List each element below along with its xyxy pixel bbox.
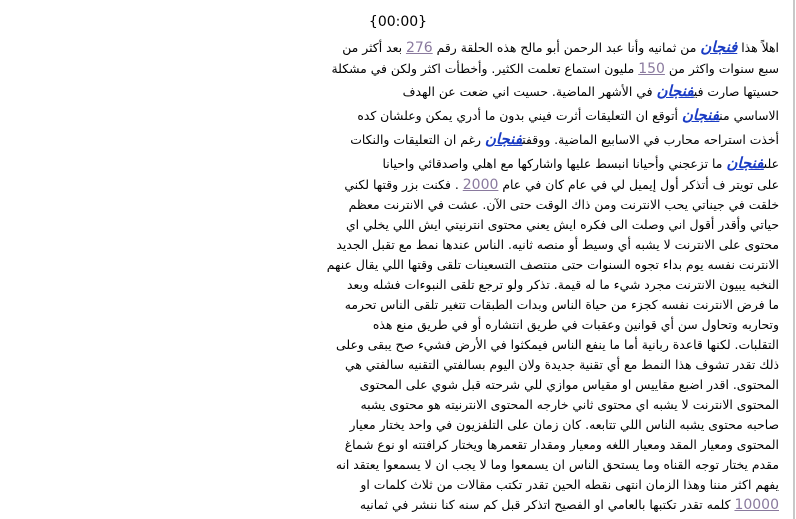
- transcript-line: [258, 495, 779, 515]
- keyword-link: فنجان: [726, 154, 764, 172]
- transcript-line: [258, 59, 779, 79]
- transcript-line: [258, 455, 779, 475]
- line-text: المحتوى ومعيار المقد ومعيار اللغه ومعيار ومقدار تقعمرها ويختار كرافتته او نوع شماغ: [344, 437, 779, 452]
- line-text: بعد أكثر من: [342, 40, 406, 55]
- keyword-link: فنجان: [484, 130, 523, 148]
- transcript-body: [258, 35, 779, 515]
- transcript-line: [258, 235, 779, 255]
- line-text: الانترنت نفسه يوم بداء تجوه السنوات حتى منتصف التسعينات تلقى وقتها اللي يقال عنهم: [326, 257, 779, 272]
- timestamp: {00:00}: [368, 14, 428, 30]
- line-text: حياتي وأقدر أقول اني وصلت الى فكره ايش يعني محتوى انترنيتي ايش اللي يخلي اي: [345, 217, 779, 232]
- transcript-line: [258, 275, 779, 295]
- line-text: المحتوى. اقدر اضبع مقاييس او مقياس موازي للي شرحته قبل شوي على المحتوى: [359, 377, 779, 392]
- transcript-line: [258, 175, 779, 195]
- transcript-line: [258, 335, 779, 355]
- line-text: ذلك تقدر تشوف هذا النمط مع أي تقنية جديدة ولان اليوم بسالفتي التقنيه سالفتي هي: [344, 357, 779, 372]
- transcript-line: [258, 127, 779, 151]
- line-text: حسيتها صارت في: [693, 84, 779, 99]
- transcript-line: [258, 315, 779, 335]
- transcript-line: [258, 355, 779, 375]
- transcript-line: [258, 215, 779, 235]
- line-text: وتحاربه وتحاول سن أي قوانين وعقبات في طريق انتشاره أو في طريق منع هذه: [372, 317, 779, 332]
- line-text: ما فرض الانترنت نفسه كجزء من حياة الناس وبدات الطبقات تتغير تلقى الناس تحرمه: [344, 297, 779, 312]
- line-text: على تويتر ف أتذكر أول إيميل لي في عام كان في عام: [498, 177, 779, 192]
- line-text: رغم ان التعليقات والنكات: [350, 132, 485, 147]
- transcript-line: [258, 435, 779, 455]
- line-text: على: [763, 156, 779, 171]
- line-text: أخذت استراحه محارب في الاسابيع الماضية. ووقفت: [522, 132, 779, 147]
- line-text: كلمه تقدر تكتبها بالعامي او الفصيح اتذكر قبل كم سنه كنا ننشر في ثمانيه: [359, 497, 735, 512]
- line-text: التقلبات. لكنها قاعدة ربانية أما ما ينفع الناس فيمكثوا في الأرض فشيء صح يبقى وعلى: [336, 337, 779, 352]
- transcript-line: [258, 255, 779, 275]
- line-text: محتوى على الانترنت لا يشبه أي وسيط أو منصه ثانيه. الناس عندها نمط مع تقبل الجديد: [336, 237, 779, 252]
- keyword-link: فنجان: [656, 82, 694, 100]
- page-edge-divider: [793, 0, 795, 519]
- line-text: أتوقع ان التعليقات أثرت فيني بدون ما أدري يمكن وعلشان كده: [357, 108, 682, 123]
- line-text: مقدم يختار توجه القناه وما يستحق الناس ان يسمعوا وما لا يجب ان لا يسمعوا يعتقد انه: [335, 457, 779, 472]
- line-text: سبع سنوات واكثر من: [664, 61, 779, 76]
- line-text: مليون استماع تعلمت الكثير. وأخطأت اكثر ولكن في مشكلة: [331, 61, 639, 76]
- number-clients: 10000: [734, 497, 779, 513]
- line-text: صاحبه محتوى يشبه الناس اللي تتابعه. كان زمان على التلفزيون في واحد يختار معيار: [349, 417, 779, 432]
- transcript-line: [258, 375, 779, 395]
- keyword-link: فنجان: [681, 106, 720, 124]
- line-text: المحتوى الانترنت لا يشبه اي محتوى ثاني خارجه المحتوى الانترنيته هو محتوى يشبه: [360, 397, 779, 412]
- number-year: 2000: [462, 177, 499, 193]
- transcript-line: [258, 79, 779, 103]
- transcript-line: [258, 395, 779, 415]
- line-text: في الأشهر الماضية. حسيت اني ضعت عن الهدف: [402, 84, 657, 99]
- line-text: ما تزعجني وأحيانا انبسط عليها واشاركها مع اهلي واصدقائي واحيانا: [382, 156, 727, 171]
- transcript-line: [258, 295, 779, 315]
- line-text: الاساسي من: [719, 108, 779, 123]
- transcript-line: [258, 35, 779, 59]
- transcript-line: [258, 103, 779, 127]
- transcript-line: [258, 475, 779, 495]
- transcript-line: [258, 415, 779, 435]
- transcript-line: [258, 151, 779, 175]
- line-text: من ثمانيه وأنا عبد الرحمن أبو مالح هذه الحلقة رقم: [432, 40, 701, 55]
- transcript-line: [258, 195, 779, 215]
- number-listens: 150: [638, 61, 665, 77]
- line-text: النخبه يبيون الانترنت مجرد شيء ما له قيمة. تذكر ولو ترجع تلقى النبوءات فشله وبعد: [346, 277, 779, 292]
- line-text: يفهم اكثر مننا وهذا الزمان انتهى نقطه الحين تقدر تكتب مقالات من ثلاث كلمات او: [360, 477, 779, 492]
- line-text: خلقت في جيناتي يحب الانترنت ومن ذاك الوقت حتى الآن. عشت في الانترنت معظم: [348, 197, 779, 212]
- line-text: . فكنت بزر وقتها لكني: [344, 177, 463, 192]
- line-text: اهلاً هذا: [737, 40, 779, 55]
- number-episode: 276: [405, 40, 433, 56]
- keyword-link: فنجان: [700, 38, 738, 56]
